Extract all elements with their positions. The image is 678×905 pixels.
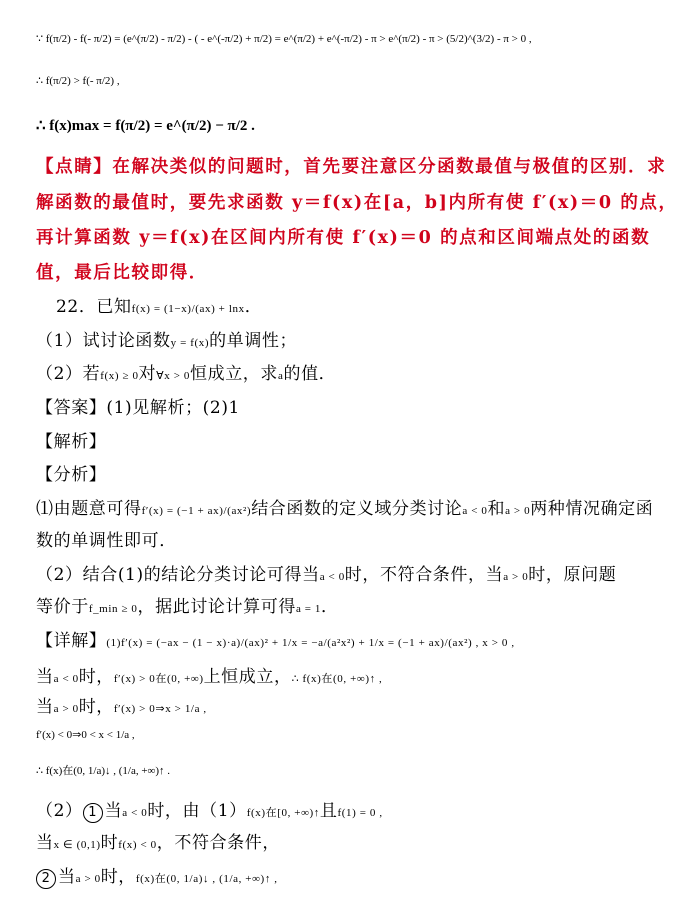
- question-22: [56, 292, 626, 317]
- detail-line-1: [36, 626, 626, 651]
- question-part-1: [36, 326, 626, 351]
- proof-line-compare: ∵ f(π/2) - f(- π/2) = (e^(π/2) - π/2) - ( - e^(-π/2) + π/2) = e^(π/2) + e^(-π/2) - π > e^(π/2) - π > (5/2)^(3/2) - π > 0 ,: [36, 33, 532, 45]
- analysis-1-text-d: 两种情况确定函: [530, 499, 654, 519]
- analysis-1-text-b: 结合函数的定义域分类讨论: [251, 499, 463, 519]
- analysis-3-math-2: a > 0: [503, 571, 529, 583]
- analysis-line-3: [36, 560, 626, 585]
- question-22-function: f(x) = (1−x)/(ax) + lnx: [131, 303, 245, 315]
- detail-2-math-3: ∴ f(x)在(0, +∞)↑ ,: [291, 673, 383, 685]
- part-2-math-3: a: [278, 370, 284, 382]
- detail-line-3: [36, 692, 626, 717]
- detail-8-math-2: f(x)在(0, 1/a)↓ , (1/a, +∞)↑ ,: [135, 873, 278, 885]
- analysis-3-math-1: a < 0: [319, 571, 345, 583]
- detail-line-5: ∴ f(x)在(0, 1/a)↓ , (1/a, +∞)↑ .: [36, 765, 171, 777]
- analysis-4-text-b: ，据此讨论计算可得: [137, 597, 296, 617]
- detail-6-math-1: a < 0: [122, 807, 148, 819]
- analysis-1-case-pos: a > 0: [505, 505, 531, 517]
- detail-line-7: [36, 828, 626, 853]
- part-2-text-b: 对: [138, 364, 157, 384]
- detail-7-math-1: x ∈ (0,1): [53, 839, 101, 851]
- proof-line-conclusion: ∴ f(π/2) > f(- π/2) ,: [36, 75, 120, 87]
- part-1-end: 的单调性；: [209, 331, 298, 351]
- detail-6-math-3: f(1) = 0 ,: [337, 807, 383, 819]
- detail-6-text-d: 且: [319, 801, 338, 821]
- detail-line-8: [36, 862, 626, 889]
- question-part-2: [36, 359, 626, 384]
- analysis-4-text-a: 等价于: [36, 597, 89, 617]
- analysis-4-math-1: f_min ≥ 0: [88, 603, 138, 615]
- detail-6-math-2: f(x)在[0, +∞)↑: [246, 807, 320, 819]
- analysis-line-1: [36, 494, 654, 519]
- analysis-3-text-b: 时，不符合条件，当: [344, 565, 504, 585]
- circled-number-1: 1: [83, 803, 103, 823]
- part-1-math: y = f(x): [170, 337, 210, 349]
- analysis-3-text-c: 时，原问题: [528, 565, 617, 585]
- analysis-line-4: [36, 592, 626, 617]
- detail-6-text-b: 当: [104, 801, 123, 821]
- detail-7-text-a: 当: [36, 833, 54, 853]
- part-2-text-d: 的值．: [283, 364, 337, 384]
- detail-line-4: f′(x) < 0⇒0 < x < 1/a ,: [36, 729, 135, 741]
- part-2-math-2: ∀x > 0: [156, 370, 190, 382]
- circled-number-2: 2: [36, 869, 56, 889]
- detail-line-6: [36, 796, 626, 823]
- analysis-4-text-c: ．: [321, 597, 339, 617]
- analysis-1-derivative: f′(x) = (−1 + ax)/(ax²): [141, 505, 252, 517]
- detail-3-math-2: f′(x) > 0⇒x > 1/a ,: [113, 703, 207, 715]
- detail-2-text-a: 当: [36, 667, 54, 687]
- analysis-subheading: 【分析】: [36, 465, 107, 485]
- remark-line-2: 解函数的最值时，要先求函数 y＝f(x)在[a，b]内所有使 f′(x)＝0 的点，: [36, 193, 678, 213]
- part-2-text-a: （2）若: [36, 364, 101, 384]
- detail-7-text-b: 时: [100, 833, 119, 853]
- detail-7-text-c: ，不符合条件，: [156, 833, 280, 853]
- detail-2-text-c: 上恒成立，: [203, 667, 292, 687]
- detail-8-text-a: 当: [58, 867, 76, 887]
- analysis-3-text-a: （2）结合(1)的结论分类讨论可得当: [36, 565, 320, 585]
- remark-line-1: 【点睛】在解决类似的问题时，首先要注意区分函数最值与极值的区别．求: [36, 157, 667, 177]
- detail-6-text-c: 时，由（1）: [147, 801, 247, 821]
- analysis-1-text-c: 和: [487, 499, 506, 519]
- analysis-1-text-a: ⑴由题意可得: [36, 499, 142, 519]
- detail-3-math-1: a > 0: [53, 703, 79, 715]
- analysis-4-math-2: a = 1: [295, 603, 322, 615]
- part-1-text: （1）试讨论函数: [36, 331, 171, 351]
- part-2-math-1: f(x) ≥ 0: [100, 370, 139, 382]
- detail-8-math-1: a > 0: [75, 873, 101, 885]
- detail-line-2: [36, 662, 626, 687]
- detail-2-text-b: 时，: [78, 667, 114, 687]
- analysis-heading: 【解析】: [36, 432, 107, 452]
- detail-derivative: (1)f′(x) = (−ax − (1 − x)·a)/(ax)² + 1/x = −a/(a²x²) + 1/x = (−1 + ax)/(ax²) , x > 0 ,: [106, 637, 515, 649]
- detail-heading: 【详解】: [36, 631, 107, 651]
- analysis-line-2: 数的单调性即可．: [36, 531, 177, 551]
- detail-3-text-b: 时，: [78, 697, 114, 717]
- detail-6-text-a: （2）: [36, 801, 83, 821]
- detail-8-text-b: 时，: [100, 867, 136, 887]
- remark-line-4: 值，最后比较即得．: [36, 263, 208, 283]
- part-2-text-c: 恒成立，求: [190, 364, 278, 384]
- detail-2-math-1: a < 0: [53, 673, 79, 685]
- question-22-label: 22．已知: [56, 297, 132, 317]
- question-22-end: ．: [244, 297, 263, 317]
- detail-7-math-2: f(x) < 0: [118, 839, 157, 851]
- detail-2-math-2: f′(x) > 0在(0, +∞): [113, 673, 204, 685]
- proof-line-max: ∴ f(x)max = f(π/2) = e^(π/2) − π/2 .: [36, 118, 255, 134]
- answer-line: 【答案】(1)见解析；(2)1: [36, 398, 240, 418]
- analysis-1-case-neg: a < 0: [462, 505, 488, 517]
- remark-line-3: 再计算函数 y＝f(x)在区间内所有使 f′(x)＝0 的点和区间端点处的函数: [36, 228, 651, 248]
- detail-3-text-a: 当: [36, 697, 54, 717]
